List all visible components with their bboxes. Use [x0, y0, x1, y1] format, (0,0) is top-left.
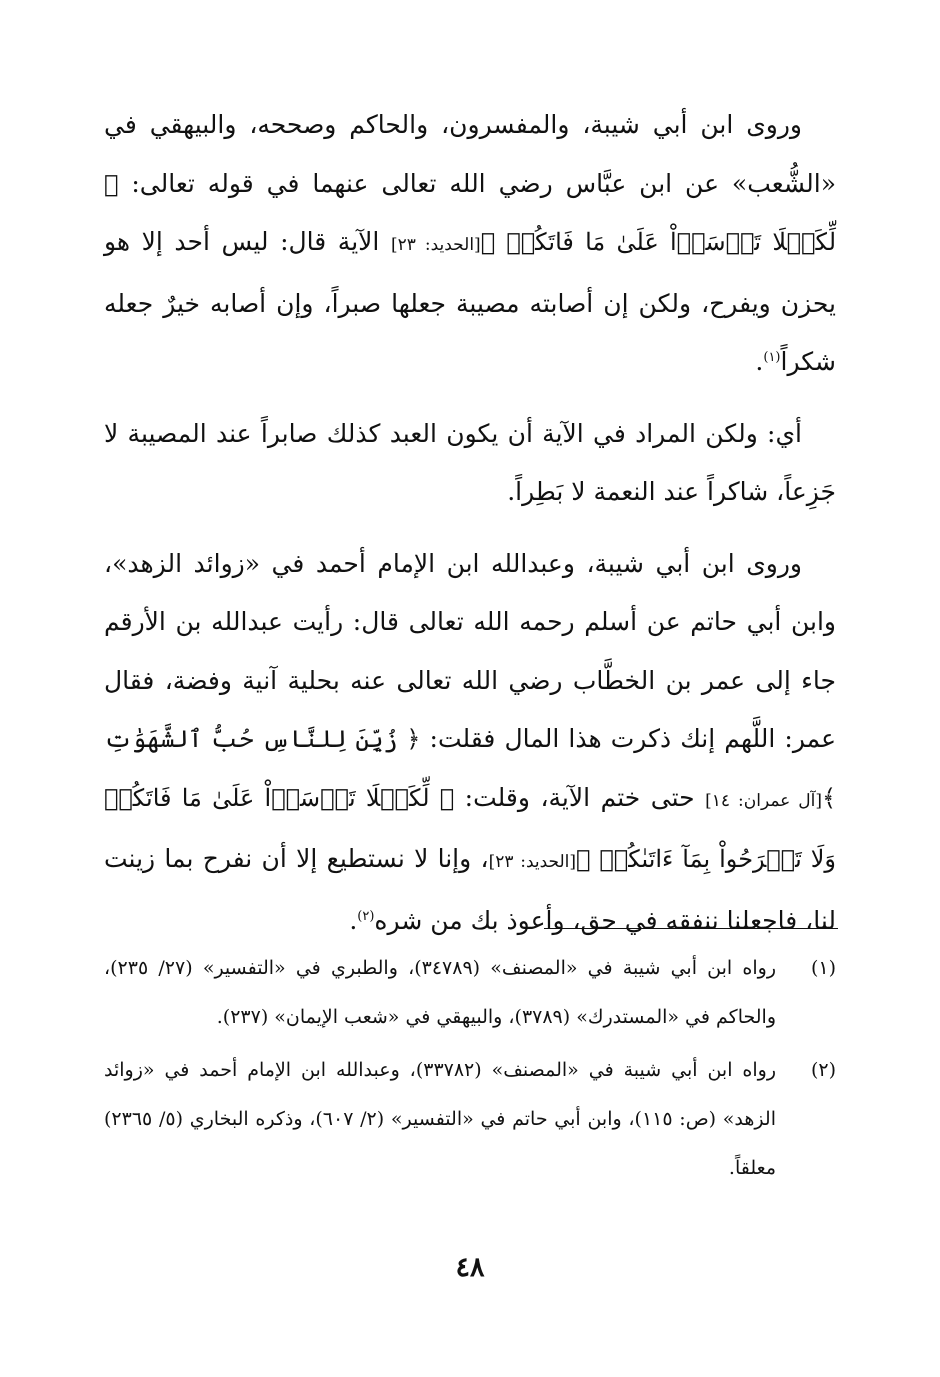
footnote-number: (٢): [810, 1059, 836, 1081]
footnote-marker-2[interactable]: (٢): [357, 908, 375, 924]
paragraph-2: أي: ولكن المراد في الآية أن يكون العبد كذلك صابراً عند المصيبة لا جَزِعاً، شاكراً عند النعمة لا بَطِراً.: [104, 418, 836, 506]
footnote-separator: [544, 928, 838, 929]
main-text: [104, 96, 836, 963]
paragraph-3-final: .: [349, 905, 358, 935]
quran-verse-hadid-23-full: ﴿ لِّكَيۡلَا تَأۡسَوۡاْ عَلَىٰ مَا فَاتَكُمۡ وَلَا تَفۡرَحُواْ بِمَآ ءَاتَىٰكُمۡ ﴾: [104, 783, 837, 873]
verse-reference: [الحديد: ٢٣]: [390, 235, 481, 255]
verse-reference: [آل عمران: ١٤]: [705, 790, 822, 811]
footnote-1: [104, 944, 836, 1042]
paragraph-3: [104, 535, 836, 951]
footnote-text: رواه ابن أبي شيبة في «المصنف» (٣٣٧٨٢)، وعبدالله ابن الإمام أحمد في «زوائد الزهد» (ص: ١١٥)، وابن أبي حاتم في «التفسير» (٢/ ٦٠٧)، وذكره البخاري (٥/ ٢٣٦٥) معلقاً.: [104, 1059, 776, 1179]
paragraph-3-intro: وروى ابن أبي شيبة، وعبدالله ابن الإمام أحمد في «زوائد الزهد»، وابن أبي حاتم عن أسلم رحمه الله تعالى قال: رأيت عبدالله بن الأرقم جاء إلى عمر بن الخطَّاب رضي الله تعالى عنه بحلية آنية وفضة، فقال عمر: اللَّهم إنك ذكرت هذا المال فقلت:: [104, 548, 837, 753]
quran-verse-hadid-23: ﴿ لِّكَيۡلَا تَأۡسَوۡاْ عَلَىٰ مَا فَاتَكُمۡ ﴾: [104, 169, 837, 256]
footnotes: [104, 944, 836, 1197]
paragraph-3-mid: حتى ختم الآية، وقلت:: [464, 782, 695, 812]
footnote-marker-1[interactable]: (١): [763, 350, 781, 365]
footnote-text: رواه ابن أبي شيبة في «المصنف» (٣٤٧٨٩)، والطبري في «التفسير» (٢٧/ ٢٣٥)، والحاكم في «المستدرك» (٣٧٨٩)، والبيهقي في «شعب الإيمان» (٢٣٧).: [104, 957, 776, 1028]
footnote-2: [104, 1046, 836, 1193]
verse-reference: [الحديد: ٢٣]: [488, 852, 577, 872]
paragraph-1-body: الآية قال: ليس أحد إلا هو يحزن ويفرح، ولكن إن أصابته مصيبة جعلها صبراً، وإن أصابه خيرٌ جعله شكراً: [104, 227, 836, 376]
footnote-number: (١): [810, 957, 836, 979]
paragraph-1-intro: وروى ابن أبي شيبة، والمفسرون، والحاكم وصححه، والبيهقي في «الشُّعب» عن ابن عبَّاس رضي الله تعالى عنهما في قوله تعالى:: [104, 110, 836, 198]
paragraph-1: [104, 96, 836, 392]
paragraph-3-end: ، وإنا لا نستطيع إلا أن نفرح بما زينت لنا، فاجعلنا ننفقه في حق، وأعوذ بك من شره: [104, 844, 836, 935]
paragraph-1-end: .: [755, 347, 764, 376]
page-number: ٤٨: [455, 1252, 485, 1283]
quran-verse-al-imran-14: ﴿ زُيِّنَ لِلنَّاسِ حُبُّ ٱلشَّهَوَٰتِ ﴾: [104, 725, 837, 812]
